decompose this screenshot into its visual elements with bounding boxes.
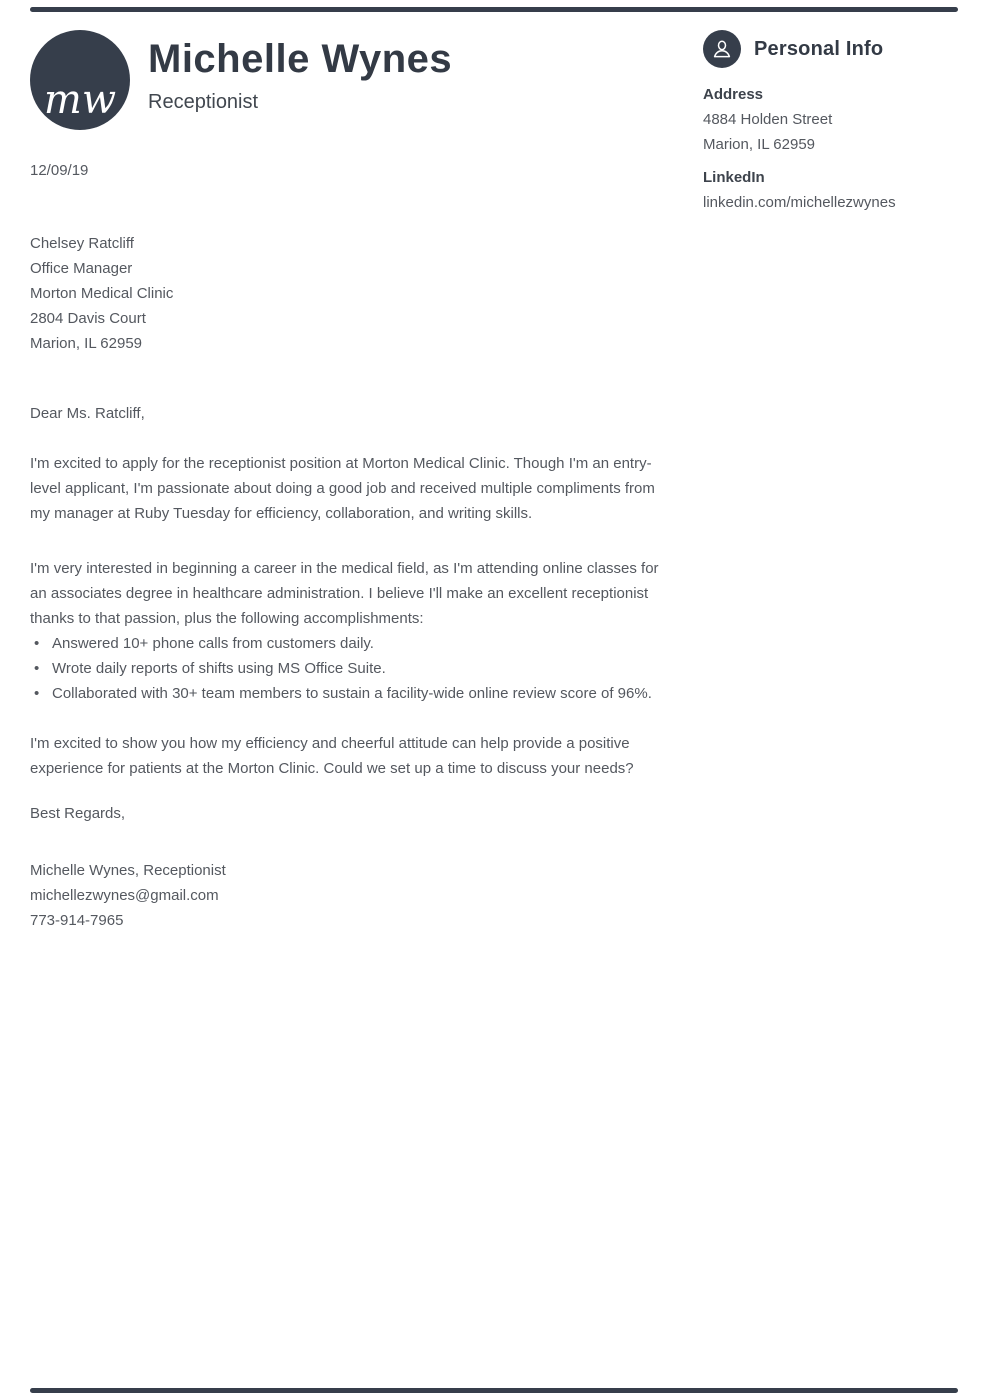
letter-date: 12/09/19 [30, 162, 89, 179]
sidebar-section-linkedin [703, 165, 963, 215]
paragraph: I'm excited to show you how my efficiency and cheerful attitude can help provide a positive experience for patients at the Morton Clinic. Could we set up a time to discuss your needs? [30, 735, 634, 777]
header [30, 30, 452, 130]
sidebar-header [703, 30, 963, 68]
signature-block [30, 858, 662, 933]
list-item [30, 681, 662, 706]
linkedin-url: linkedin.com/michellezwynes [703, 194, 896, 211]
list-item-text: Answered 10+ phone calls from customers daily. [52, 635, 374, 652]
recipient-company: Morton Medical Clinic [30, 285, 174, 302]
bullet-icon: • [34, 685, 40, 702]
paragraph: I'm excited to apply for the receptionist position at Morton Medical Clinic. Though I'm an entry-level applicant, I'm passionate about doing a good job and received multiple compliments from my manager at Ruby Tuesday for efficiency, collaboration, and writing skills. [30, 455, 655, 522]
job-title: Receptionist [148, 91, 259, 113]
signature-email: michellezwynes@gmail.com [30, 887, 219, 904]
header-text [148, 30, 452, 130]
list-item [30, 656, 662, 681]
bullet-icon: • [34, 660, 40, 677]
address-line: Marion, IL 62959 [703, 136, 816, 153]
sign-off: Best Regards, [30, 805, 126, 822]
accomplishments-list [30, 631, 662, 706]
page-title: Michelle Wynes [148, 37, 453, 81]
recipient-block [30, 231, 662, 356]
list-item [30, 631, 662, 656]
signature-phone: 773-914-7965 [30, 912, 124, 929]
list-item-text: Wrote daily reports of shifts using MS Office Suite. [52, 660, 386, 677]
recipient-street: 2804 Davis Court [30, 310, 146, 327]
address-label: Address [703, 86, 764, 103]
bullet-icon: • [34, 635, 40, 652]
address-line: 4884 Holden Street [703, 111, 833, 128]
person-icon [703, 30, 741, 68]
sidebar-title: Personal Info [754, 37, 884, 60]
sidebar-section-address [703, 82, 963, 157]
paragraph: I'm very interested in beginning a career in the medical field, as I'm attending online classes for an associates degree in healthcare administration. I believe I'll make an excellent receptionist thanks to that passion, plus the following accomplishments: [30, 560, 659, 627]
personal-info-sidebar [703, 30, 963, 215]
letter-body [30, 158, 662, 933]
avatar [30, 30, 130, 130]
recipient-name: Chelsey Ratcliff [30, 235, 134, 252]
linkedin-label: LinkedIn [703, 169, 765, 186]
top-accent-bar [30, 7, 958, 12]
recipient-city: Marion, IL 62959 [30, 335, 143, 352]
signature-name: Michelle Wynes, Receptionist [30, 862, 226, 879]
recipient-role: Office Manager [30, 260, 133, 277]
avatar-initials: mw [43, 77, 117, 123]
bottom-accent-bar [30, 1388, 958, 1393]
list-item-text: Collaborated with 30+ team members to sustain a facility-wide online review score of 96%. [52, 685, 652, 702]
salutation: Dear Ms. Ratcliff, [30, 405, 145, 422]
